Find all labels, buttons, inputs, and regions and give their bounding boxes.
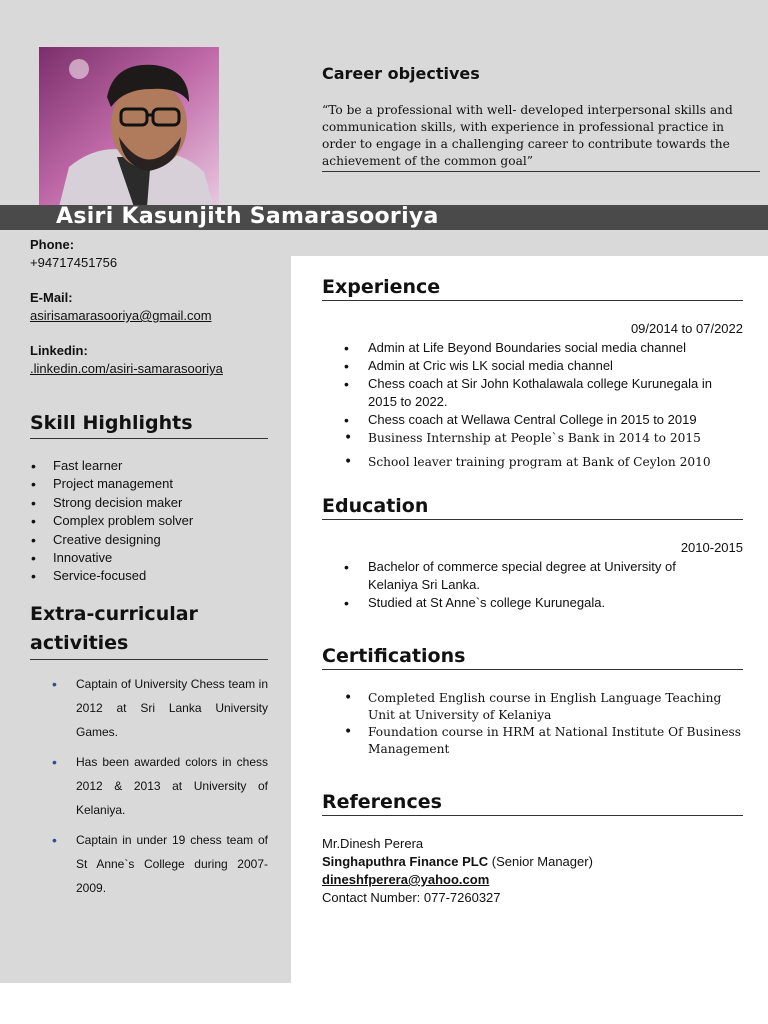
linkedin-link[interactable]: .linkedin.com/asiri-samarasooriya xyxy=(30,361,223,376)
list-item: • Bachelor of commerce special degree at University of Kelaniya Sri Lanka. xyxy=(342,558,722,594)
career-objectives-text: “To be a professional with well- developed interpersonal skills and communication skills, with experience in professional practice in order to engage in a challenging career to contribute towards the achievement of the common goal” xyxy=(322,102,760,172)
candidate-name: Asiri Kasunjith Samarasooriya xyxy=(56,204,439,229)
skills-list xyxy=(30,457,193,586)
linkedin-label: Linkedin: xyxy=(30,343,88,358)
experience-heading: Experience xyxy=(322,276,743,301)
list-item: • Innovative xyxy=(30,549,193,567)
references-heading: References xyxy=(322,791,743,816)
extra-curricular-heading-line1: Extra-curricular xyxy=(30,603,198,625)
list-item: • Completed English course in English Language Teaching Unit at University of Kelaniya xyxy=(342,690,742,724)
extra-curricular-list xyxy=(52,672,268,906)
reference-name: Mr.Dinesh Perera xyxy=(322,836,424,851)
reference-contact-number: Contact Number: 077-7260327 xyxy=(322,890,501,905)
list-item: • Captain in under 19 chess team of St Anne`s College during 2007-2009. xyxy=(52,828,268,900)
list-item: • Project management xyxy=(30,475,193,493)
list-item: • Foundation course in HRM at National Institute Of Business Management xyxy=(342,724,742,758)
reference-company-line xyxy=(322,853,593,871)
email-label: E-Mail: xyxy=(30,290,73,305)
skill-highlights-heading: Skill Highlights xyxy=(30,412,268,439)
extra-curricular-heading xyxy=(30,600,268,660)
email-block xyxy=(30,289,212,325)
reference-email-link[interactable]: dineshfperera@yahoo.com xyxy=(322,872,490,887)
list-item: • Admin at Cric wis LK social media channel xyxy=(342,357,742,375)
profile-photo-image xyxy=(39,47,219,207)
certifications-list xyxy=(342,690,742,758)
list-item: • Admin at Life Beyond Boundaries social media channel xyxy=(342,339,742,357)
reference-role: (Senior Manager) xyxy=(488,854,593,869)
email-link[interactable]: asirisamarasooriya@gmail.com xyxy=(30,308,212,323)
list-item: • Creative designing xyxy=(30,531,193,549)
list-item: • Service-focused xyxy=(30,567,193,585)
reference-company: Singhaputhra Finance PLC xyxy=(322,854,489,869)
education-dates: 2010-2015 xyxy=(680,540,743,555)
list-item: • Fast learner xyxy=(30,457,193,475)
education-list xyxy=(342,558,722,612)
career-objectives-heading: Career objectives xyxy=(322,64,480,83)
certifications-heading: Certifications xyxy=(322,645,743,670)
profile-photo xyxy=(39,47,219,207)
phone-label: Phone: xyxy=(30,237,75,252)
list-item: • Chess coach at Wellawa Central College in 2015 to 2019 xyxy=(342,411,742,429)
linkedin-block xyxy=(30,342,223,378)
list-item: • Has been awarded colors in chess 2012 & 2013 at University of Kelaniya. xyxy=(52,750,268,822)
list-item: • School leaver training program at Bank of Ceylon 2010 xyxy=(342,453,742,471)
experience-dates: 09/2014 to 07/2022 xyxy=(630,321,743,336)
reference-block xyxy=(322,835,593,907)
list-item: • Chess coach at Sir John Kothalawala college Kurunegala in 2015 to 2022. xyxy=(342,375,742,411)
phone-block xyxy=(30,236,117,272)
experience-list xyxy=(342,339,742,471)
list-item: • Business Internship at People`s Bank in 2014 to 2015 xyxy=(342,429,742,447)
list-item: • Strong decision maker xyxy=(30,494,193,512)
phone-value: +94717451756 xyxy=(30,255,118,270)
education-heading: Education xyxy=(322,495,743,520)
list-item: • Complex problem solver xyxy=(30,512,193,530)
extra-curricular-heading-line2: activities xyxy=(30,632,129,654)
list-item: • Captain of University Chess team in 2012 at Sri Lanka University Games. xyxy=(52,672,268,744)
list-item: • Studied at St Anne`s college Kurunegala. xyxy=(342,594,722,612)
